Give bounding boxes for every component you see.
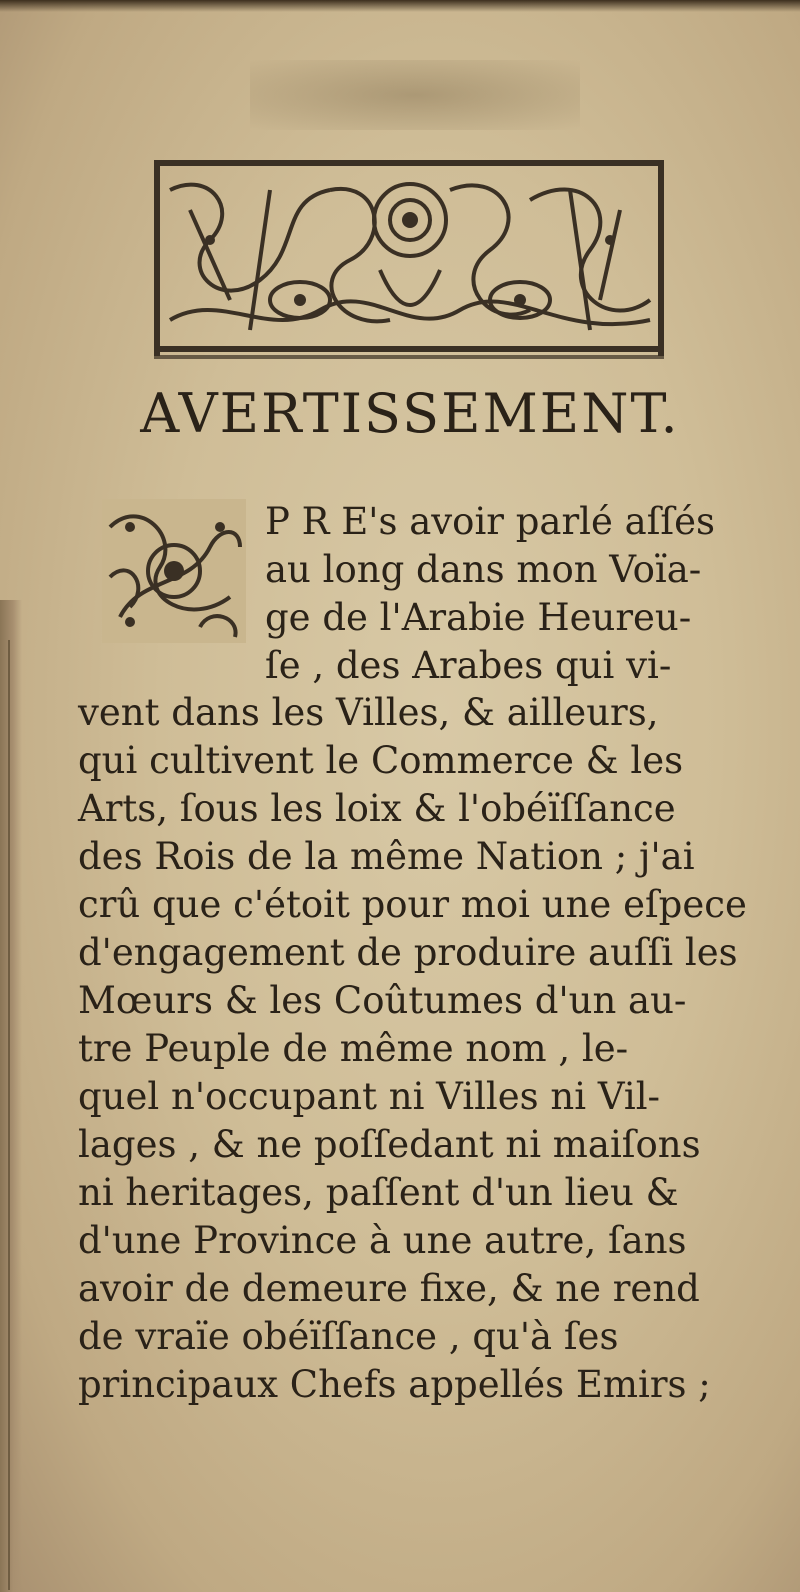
ink-bleed-through	[250, 60, 580, 130]
text-line: Arts, ſous les loix & l'obéïſſance	[78, 787, 676, 830]
page-fold-line	[8, 640, 10, 1590]
text-line: Mœurs & les Coûtumes d'un au-	[78, 979, 687, 1022]
text-line: des Rois de la même Nation ; j'ai	[78, 835, 695, 878]
text-line: P R E's avoir parlé aſſés	[265, 500, 715, 543]
page-heading: AVERTISSEMENT.	[140, 382, 680, 445]
text-line: crû que c'étoit pour moi une eſpece	[78, 883, 747, 926]
page-left-edge	[0, 600, 22, 1592]
initial-letter-ornament-icon	[100, 497, 248, 645]
page-top-edge	[0, 0, 800, 12]
text-line: ſe , des Arabes qui vi-	[265, 644, 672, 687]
text-line: tre Peuple de même nom , le-	[78, 1027, 629, 1070]
text-line: au long dans mon Voïa-	[265, 548, 702, 591]
text-line: d'engagement de produire auſſi les	[78, 931, 738, 974]
text-line: qui cultivent le Commerce & les	[78, 739, 684, 782]
text-line: lages , & ne poſſedant ni maiſons	[78, 1123, 701, 1166]
text-line: quel n'occupant ni Villes ni Vil-	[78, 1075, 661, 1118]
text-line: ge de l'Arabie Heureu-	[265, 596, 692, 639]
text-line: de vraïe obéïſſance , qu'à ſes	[78, 1315, 619, 1358]
headpiece-ornament-icon	[150, 150, 670, 370]
text-line: d'une Province à une autre, ſans	[78, 1219, 687, 1262]
text-line: ni heritages, paſſent d'un lieu &	[78, 1171, 679, 1214]
text-line: avoir de demeure fixe, & ne rend	[78, 1267, 700, 1310]
text-line: principaux Chefs appellés Emirs ;	[78, 1363, 711, 1406]
text-line: vent dans les Villes, & ailleurs,	[78, 691, 659, 734]
